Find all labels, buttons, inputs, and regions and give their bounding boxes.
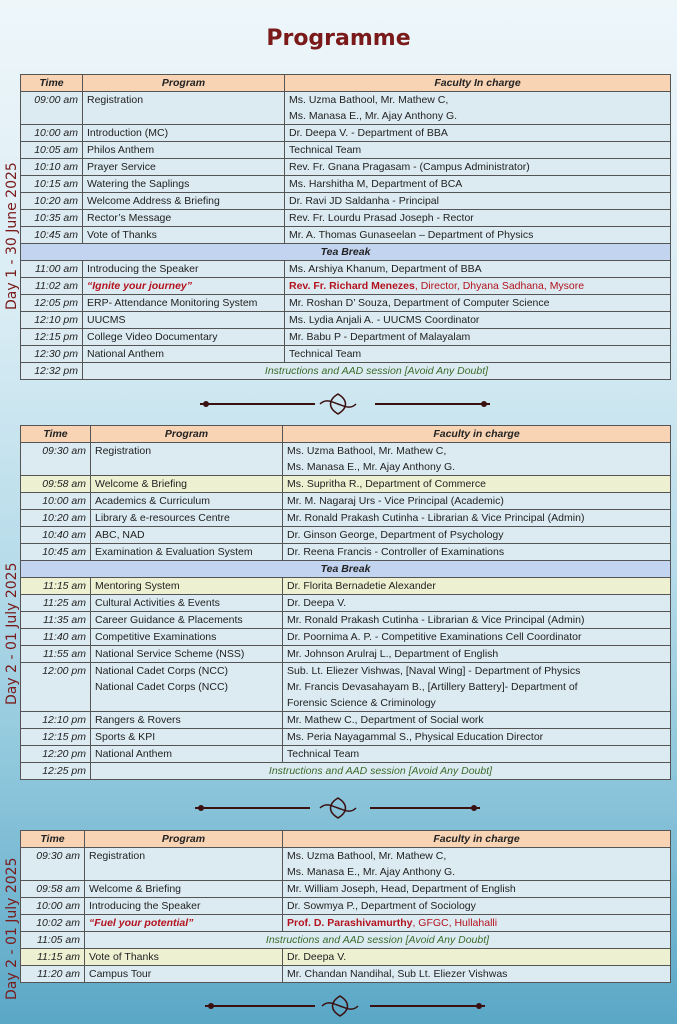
ornament-divider xyxy=(0,392,677,416)
day2-table xyxy=(20,425,671,780)
table-row: 12:00 pm National Cadet Corps (NCC) National Cadet Corps (NCC) Sub. Lt. Eliezer Vishwas, [Naval Wing] - Department of Physics Mr. Francis Devasahayam B., [Artillery Battery]- Department of Forensic Science & Criminology xyxy=(21,663,671,712)
table-row: 11:02 am “Ignite your journey” Rev. Fr. Richard Menezes, Director, Dhyana Sadhana, Mysore xyxy=(21,278,671,295)
table-row: 12:15 pm College Video Documentary Mr. Babu P - Department of Malayalam xyxy=(21,329,671,346)
table-row: 11:20 am Campus Tour Mr. Chandan Nandihal, Sub Lt. Eliezer Vishwas xyxy=(21,966,671,983)
table-row: 12:30 pm National Anthem Technical Team xyxy=(21,346,671,363)
table-row: 10:45 am Vote of Thanks Mr. A. Thomas Gunaseelan – Department of Physics xyxy=(21,227,671,244)
day1-label: Day 1 - 30 June 2025 xyxy=(4,162,20,310)
header-faculty: Faculty in charge xyxy=(283,426,671,443)
table-row: 11:35 am Career Guidance & Placements Mr. Ronald Prakash Cutinha - Librarian & Vice Principal (Admin) xyxy=(21,612,671,629)
header-faculty: Faculty In charge xyxy=(285,75,671,92)
instructions-row: 12:32 pm Instructions and AAD session [Avoid Any Doubt] xyxy=(21,363,671,380)
table-row: 11:15 am Mentoring System Dr. Florita Bernadetie Alexander xyxy=(21,578,671,595)
page-title: Programme xyxy=(266,26,411,51)
instructions-row: 12:25 pm Instructions and AAD session [Avoid Any Doubt] xyxy=(21,763,671,780)
table-row: 12:10 pm UUCMS Ms. Lydia Anjali A. - UUCMS Coordinator xyxy=(21,312,671,329)
table-row: 12:15 pm Sports & KPI Ms. Peria Nayagammal S., Physical Education Director xyxy=(21,729,671,746)
table-row: 12:20 pm National Anthem Technical Team xyxy=(21,746,671,763)
header-time: Time xyxy=(21,426,91,443)
tea-break-row: Tea Break xyxy=(21,244,671,261)
day3-table xyxy=(20,830,671,983)
table-row: 10:45 am Examination & Evaluation System Dr. Reena Francis - Controller of Examinations xyxy=(21,544,671,561)
tea-break-row: Tea Break xyxy=(21,561,671,578)
header-time: Time xyxy=(21,75,83,92)
table-row: 10:10 am Prayer Service Rev. Fr. Gnana Pragasam - (Campus Administrator) xyxy=(21,159,671,176)
table-row: 11:00 am Introducing the Speaker Ms. Arshiya Khanum, Department of BBA xyxy=(21,261,671,278)
header-program: Program xyxy=(83,75,285,92)
header-program: Program xyxy=(91,426,283,443)
table-row: 09:58 am Welcome & Briefing Mr. William Joseph, Head, Department of English xyxy=(21,881,671,898)
table-row: 11:25 am Cultural Activities & Events Dr. Deepa V. xyxy=(21,595,671,612)
day2-label: Day 2 - 01 July 2025 xyxy=(4,562,20,705)
ornament-divider xyxy=(0,796,677,820)
instructions-row: 11:05 am Instructions and AAD session [Avoid Any Doubt] xyxy=(21,932,671,949)
table-row: 10:20 am Library & e-resources Centre Mr. Ronald Prakash Cutinha - Librarian & Vice Principal (Admin) xyxy=(21,510,671,527)
table-row: 10:00 am Introduction (MC) Dr. Deepa V. - Department of BBA xyxy=(21,125,671,142)
table-row: 10:20 am Welcome Address & Briefing Dr. Ravi JD Saldanha - Principal xyxy=(21,193,671,210)
table-row: 09:30 am Registration Ms. Uzma Bathool, Mr. Mathew C, Ms. Manasa E., Mr. Ajay Anthony G. xyxy=(21,848,671,881)
header-faculty: Faculty in charge xyxy=(283,831,671,848)
table-row: 12:05 pm ERP- Attendance Monitoring System Mr. Roshan D’ Souza, Department of Computer Science xyxy=(21,295,671,312)
day1-table xyxy=(20,74,671,380)
table-row: 10:00 am Introducing the Speaker Dr. Sowmya P., Department of Sociology xyxy=(21,898,671,915)
table-row: 12:10 pm Rangers & Rovers Mr. Mathew C., Department of Social work xyxy=(21,712,671,729)
table-row: 10:02 am “Fuel your potential” Prof. D. Parashivamurthy, GFGC, Hullahalli xyxy=(21,915,671,932)
header-program: Program xyxy=(85,831,283,848)
table-row: 10:05 am Philos Anthem Technical Team xyxy=(21,142,671,159)
table-row: 09:58 am Welcome & Briefing Ms. Supritha R., Department of Commerce xyxy=(21,476,671,493)
table-row: 11:15 am Vote of Thanks Dr. Deepa V. xyxy=(21,949,671,966)
day3-label: Day 2 - 01 July 2025 xyxy=(4,857,20,1000)
table-row: 11:55 am National Service Scheme (NSS) Mr. Johnson Arulraj L., Department of English xyxy=(21,646,671,663)
table-row: 09:00 am Registration Ms. Uzma Bathool, Mr. Mathew C, Ms. Manasa E., Mr. Ajay Anthony G. xyxy=(21,92,671,125)
table-row: 09:30 am Registration Ms. Uzma Bathool, Mr. Mathew C, Ms. Manasa E., Mr. Ajay Anthony G. xyxy=(21,443,671,476)
table-row: 10:40 am ABC, NAD Dr. Ginson George, Department of Psychology xyxy=(21,527,671,544)
ornament-divider xyxy=(0,994,677,1018)
header-time: Time xyxy=(21,831,85,848)
table-row: 10:35 am Rector’s Message Rev. Fr. Lourdu Prasad Joseph - Rector xyxy=(21,210,671,227)
table-row: 11:40 am Competitive Examinations Dr. Poornima A. P. - Competitive Examinations Cell Coordinator xyxy=(21,629,671,646)
table-row: 10:15 am Watering the Saplings Ms. Harshitha M, Department of BCA xyxy=(21,176,671,193)
table-row: 10:00 am Academics & Curriculum Mr. M. Nagaraj Urs - Vice Principal (Academic) xyxy=(21,493,671,510)
